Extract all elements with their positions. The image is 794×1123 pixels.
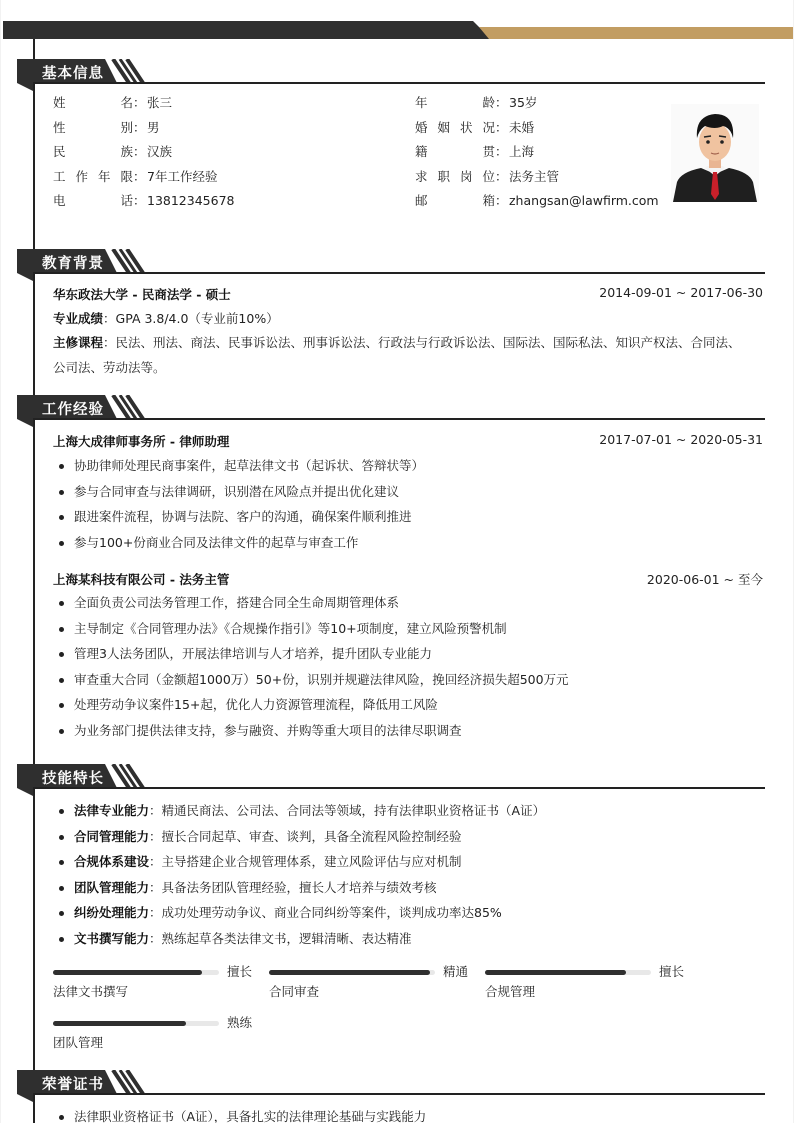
info-value: 13812345678: [147, 193, 235, 208]
info-row: 性 别 ： 男: [53, 118, 160, 138]
skill-list: [57, 798, 763, 951]
section-title: 技能特长: [42, 771, 104, 787]
info-label: 邮 箱: [415, 193, 495, 208]
list-item: 审查重大合同（金额超1000万）50+份，识别并规避法律风险，挽回经济损失超500万元: [57, 667, 763, 693]
info-label: 工 作 年 限: [53, 168, 133, 184]
info-row: 电 话 ： 13812345678: [53, 191, 234, 211]
education-date: 2014-09-01 ~ 2017-06-30: [599, 285, 763, 300]
skill-name: 合规管理: [485, 984, 536, 999]
info-row: 姓 名 ： 张三: [53, 93, 172, 113]
list-item: 合同管理能力：擅长合同起草、审查、谈判，具备全流程风险控制经验: [57, 824, 763, 850]
info-value: 男: [147, 119, 160, 135]
section-skills: [1, 764, 793, 1050]
list-item: 法律专业能力：精通民商法、公司法、合同法等领域，持有法律职业资格证书（A证）: [57, 798, 763, 824]
info-label: 民 族: [53, 144, 133, 159]
stripes-icon: [109, 395, 155, 419]
job-title: 上海某科技有限公司 - 法务主管: [53, 572, 230, 587]
honor-list: [57, 1104, 763, 1123]
timeline-line: [33, 39, 35, 1123]
skill-name: 合同审查: [269, 984, 320, 999]
list-item: 参与合同审查与法律调研，识别潜在风险点并提出优化建议: [57, 479, 763, 505]
avatar-illustration-icon: [671, 104, 759, 202]
info-value: 上海: [509, 144, 535, 159]
skill-name: 法律文书撰写: [53, 984, 129, 999]
stripes-icon: [109, 249, 155, 273]
list-item: 纠纷处理能力：成功处理劳动争议、商业合同纠纷等案件，谈判成功率达85%: [57, 900, 763, 926]
info-label: 电 话: [53, 193, 133, 208]
section-title: 工作经验: [42, 402, 104, 418]
section-header: [1, 59, 793, 83]
list-item: 法律职业资格证书（A证），具备扎实的法律理论基础与实践能力: [57, 1104, 763, 1123]
job-date: 2020-06-01 ~ 至今: [646, 572, 763, 587]
info-label: 籍 贯: [415, 144, 495, 159]
info-row: 年 龄 ： 35岁: [415, 93, 537, 113]
info-value: 35岁: [509, 95, 538, 110]
section-education: [1, 249, 793, 375]
info-value: 未婚: [509, 119, 535, 135]
list-item: 为业务部门提供法律支持，参与融资、并购等重大项目的法律尽职调查: [57, 718, 763, 744]
skill-level: 熟练: [227, 1015, 253, 1030]
stripes-icon: [109, 59, 155, 83]
section-header: [1, 764, 793, 788]
education-header: [53, 285, 763, 303]
info-row: 婚 姻 状 况 ： 未婚: [415, 118, 534, 138]
section-honors: [1, 1070, 793, 1123]
skill-level: 擅长: [659, 964, 685, 979]
list-item: 主导制定《合同管理办法》《合规操作指引》等10+项制度，建立风险预警机制: [57, 616, 763, 642]
info-row: 工 作 年 限 ： 7年工作经验: [53, 167, 217, 187]
job-header: [53, 432, 763, 450]
section-title: 荣誉证书: [42, 1077, 104, 1093]
job-title: 上海大成律师事务所 - 律师助理: [53, 434, 230, 449]
stripes-icon: [109, 764, 155, 788]
info-row: 籍 贯 ： 上海: [415, 142, 534, 162]
avatar: [671, 104, 759, 202]
info-label: 性 别: [53, 119, 133, 135]
job-date: 2017-07-01 ~ 2020-05-31: [599, 432, 763, 447]
resume-page: [1, 0, 793, 1123]
stripes-icon: [109, 1070, 155, 1094]
info-value: zhangsan@lawfirm.com: [509, 193, 659, 208]
list-item: 跟进案件流程，协调与法院、客户的沟通，确保案件顺利推进: [57, 504, 763, 530]
info-value: 汉族: [147, 144, 173, 159]
info-row: 民 族 ： 汉族: [53, 142, 172, 162]
education-gpa: 专业成绩：GPA 3.8/4.0（专业前10%）: [53, 311, 279, 326]
job-header: [53, 570, 763, 588]
list-item: 合规体系建设：主导搭建企业合规管理体系，建立风险评估与应对机制: [57, 849, 763, 875]
section-basic-info: [1, 59, 793, 208]
skill-level: 精通: [443, 964, 469, 979]
top-banner-dark: [3, 21, 491, 39]
top-banner-gold: [479, 27, 793, 39]
info-row: 求 职 岗 位 ： 法务主管: [415, 167, 559, 187]
info-row: 邮 箱 ： zhangsan@lawfirm.com: [415, 191, 659, 211]
skill-level: 擅长: [227, 964, 253, 979]
info-value: 7年工作经验: [147, 168, 218, 184]
list-item: 文书撰写能力：熟练起草各类法律文书，逻辑清晰、表达精准: [57, 926, 763, 952]
list-item: 全面负责公司法务管理工作，搭建合同全生命周期管理体系: [57, 590, 763, 616]
info-label: 姓 名: [53, 95, 133, 110]
list-item: 协助律师处理民商事案件，起草法律文书（起诉状、答辩状等）: [57, 453, 763, 479]
section-title: 教育背景: [42, 256, 104, 272]
info-value: 法务主管: [509, 168, 560, 184]
info-value: 张三: [147, 95, 173, 110]
section-header: [1, 1070, 793, 1094]
list-item: 参与100+份商业合同及法律文件的起草与审查工作: [57, 530, 763, 556]
list-item: 管理3人法务团队，开展法律培训与人才培养，提升团队专业能力: [57, 641, 763, 667]
education-courses: 主修课程：民法、刑法、商法、民事诉讼法、刑事诉讼法、行政法与行政诉讼法、国际法、国际私法、知识产权法、合同法、 公司法、劳动法等。: [53, 335, 741, 375]
job-bullets: [57, 453, 763, 555]
info-label: 求 职 岗 位: [415, 168, 495, 184]
job-bullets: [57, 590, 763, 743]
info-label: 婚 姻 状 况: [415, 119, 495, 135]
skill-name: 团队管理: [53, 1035, 104, 1050]
section-header: [1, 395, 793, 419]
info-label: 年 龄: [415, 95, 495, 110]
section-title: 基本信息: [42, 66, 104, 82]
section-work: [1, 395, 793, 738]
education-title: 华东政法大学 - 民商法学 - 硕士: [53, 287, 231, 302]
section-header: [1, 249, 793, 273]
list-item: 团队管理能力：具备法务团队管理经验，擅长人才培养与绩效考核: [57, 875, 763, 901]
list-item: 处理劳动争议案件15+起，优化人力资源管理流程，降低用工风险: [57, 692, 763, 718]
